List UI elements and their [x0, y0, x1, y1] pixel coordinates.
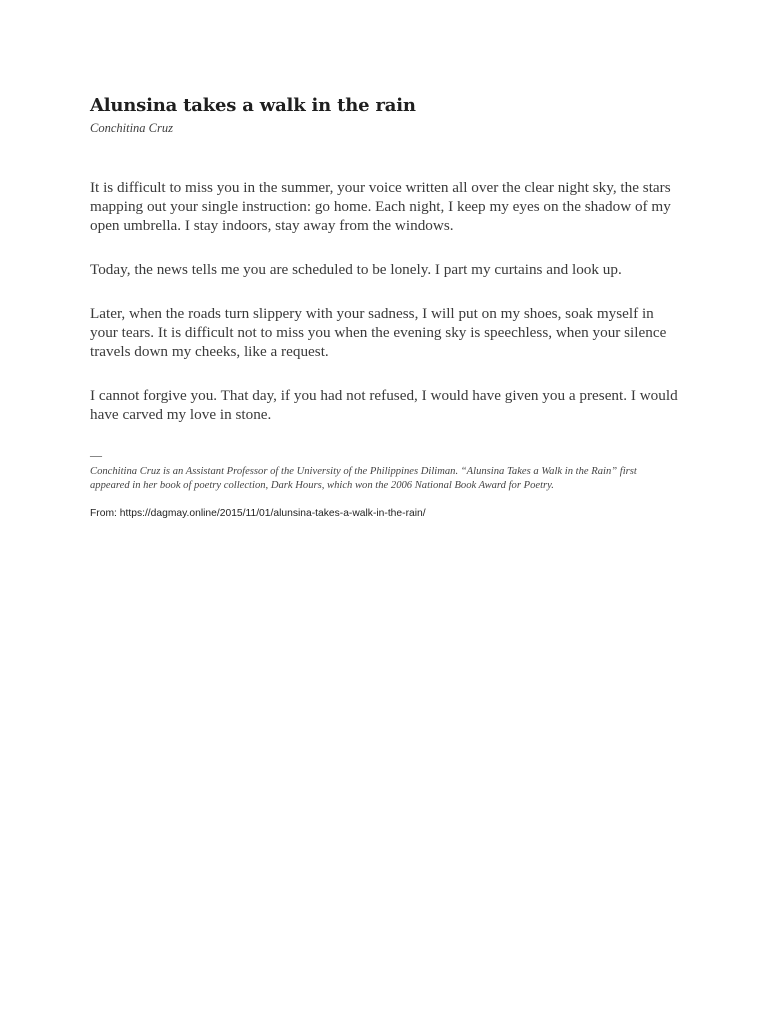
footnote-separator: — [90, 448, 102, 462]
source-label: From: [90, 508, 117, 519]
document-page [90, 94, 678, 521]
document-title: Alunsina takes a walk in the rain [90, 95, 416, 116]
author-footnote: Conchitina Cruz is an Assistant Professor of the University of the Philippines Diliman. “Alunsina Takes a Walk in the Rain” first appeared in her book of poetry collection, Dark Hours, which won the 2006 National Book Award for Poetry. [90, 466, 637, 491]
paragraph-3: Later, when the roads turn slippery with your sadness, I will put on my shoes, soak myself in your tears. It is difficult not to miss you when the evening sky is speechless, when your silence travels down my cheeks, like a request. [90, 305, 667, 360]
source-link[interactable]: https://dagmay.online/2015/11/01/alunsina-takes-a-walk-in-the-rain/ [119, 508, 426, 519]
paragraph-1: It is difficult to miss you in the summer, your voice written all over the clear night sky, the stars mapping out your single instruction: go home. Each night, I keep my eyes on the shadow of my open umbrella. I stay indoors, stay away from the windows. [90, 179, 671, 234]
paragraph-2: Today, the news tells me you are scheduled to be lonely. I part my curtains and look up. [90, 261, 622, 278]
source-line [90, 507, 678, 521]
author-name: Conchitina Cruz [90, 121, 173, 135]
poem-body [90, 178, 678, 424]
paragraph-4: I cannot forgive you. That day, if you had not refused, I would have given you a present. I would have carved my love in stone. [90, 387, 678, 423]
